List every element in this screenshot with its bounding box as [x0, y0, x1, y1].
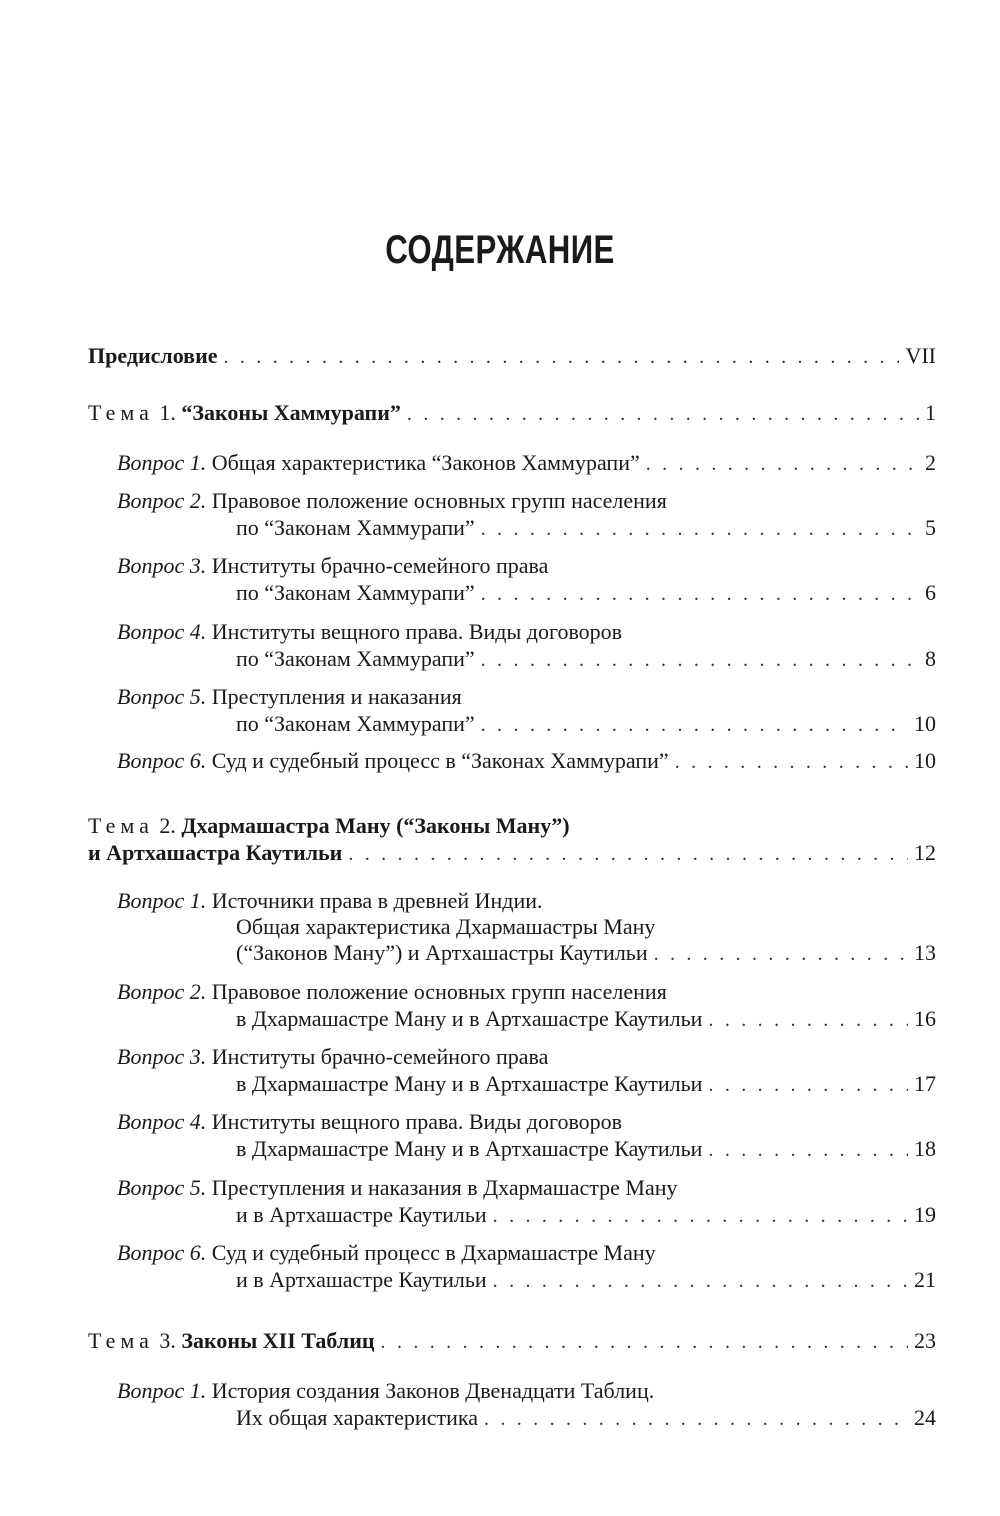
- question-text: по “Законам Хаммурапи”: [236, 711, 475, 736]
- question-label: Вопрос 6.: [117, 1240, 207, 1265]
- toc-entry-topic-1-q3-line1: [117, 553, 548, 579]
- topic-number: 3.: [159, 1328, 176, 1353]
- leader-dots: [481, 581, 919, 607]
- question-label: Вопрос 2.: [117, 979, 207, 1004]
- leader-dots: [654, 941, 908, 967]
- page-number: 5: [925, 515, 936, 540]
- toc-entry-topic-2-q4-line1: [117, 1109, 622, 1135]
- page-number: 19: [914, 1202, 936, 1227]
- toc-entry-topic-3-q1[interactable]: [236, 1405, 936, 1432]
- page-number: 1: [925, 400, 936, 425]
- question-label: Вопрос 3.: [117, 1044, 207, 1069]
- question-text: Их общая характеристика: [236, 1405, 478, 1430]
- page-number: 24: [914, 1405, 936, 1430]
- page-number: 10: [914, 748, 936, 773]
- topic-title: Дхармашастра Ману (“Законы Ману”): [181, 813, 570, 838]
- question-text: в Дхармашастре Ману и в Артхашастре Каутильи: [236, 1136, 703, 1161]
- toc-entry-topic-2[interactable]: [88, 840, 936, 867]
- leader-dots: [484, 1406, 908, 1432]
- page-number: 10: [914, 711, 936, 736]
- question-text: (“Законов Ману”) и Артхашастры Каутильи: [236, 940, 648, 965]
- question-text: и в Артхашастре Каутильи: [236, 1267, 487, 1292]
- toc-entry-topic-1-q4-line1: [117, 619, 622, 645]
- toc-entry-topic-2-q5[interactable]: [236, 1202, 936, 1229]
- leader-dots: [481, 516, 919, 542]
- leader-dots: [481, 712, 908, 738]
- page-number: 21: [914, 1267, 936, 1292]
- question-label: Вопрос 1.: [117, 1378, 207, 1403]
- page-number: 17: [914, 1071, 936, 1096]
- toc-entry-topic-1-q1[interactable]: [117, 450, 936, 477]
- toc-entry-topic-2-q3-line1: [117, 1044, 548, 1070]
- topic-title: и Артхашастра Каутильи: [88, 840, 343, 865]
- question-text: и в Артхашастре Каутильи: [236, 1202, 487, 1227]
- toc-entry-topic-2-q3[interactable]: [236, 1071, 936, 1098]
- question-text: по “Законам Хаммурапи”: [236, 515, 475, 540]
- question-text: Правовое положение основных групп населения: [211, 979, 667, 1004]
- question-text: в Дхармашастре Ману и в Артхашастре Каутильи: [236, 1006, 703, 1031]
- page-number: 12: [914, 840, 936, 865]
- toc-entry-topic-1-q3[interactable]: [236, 580, 936, 607]
- leader-dots: [675, 749, 908, 775]
- question-label: Вопрос 1.: [117, 888, 207, 913]
- question-label: Вопрос 3.: [117, 553, 207, 578]
- leader-dots: [224, 344, 900, 370]
- question-text: Общая характеристика Дхармашастры Ману: [236, 914, 656, 939]
- page-title: СОДЕРЖАНИЕ: [385, 228, 615, 272]
- toc-entry-topic-2-q1-line1: [117, 888, 543, 914]
- question-label: Вопрос 5.: [117, 684, 207, 709]
- topic-prefix: Тема: [88, 400, 154, 425]
- page-number: VII: [905, 343, 936, 368]
- page-number: 23: [914, 1328, 936, 1353]
- question-text: Институты брачно-семейного права: [211, 1044, 549, 1069]
- leader-dots: [708, 1007, 908, 1033]
- leader-dots: [493, 1268, 908, 1294]
- question-label: Вопрос 2.: [117, 488, 207, 513]
- question-text: Институты вещного права. Виды договоров: [211, 1109, 623, 1134]
- toc-entry-topic-2-q2[interactable]: [236, 1006, 936, 1033]
- toc-entry-topic-1-q6[interactable]: [117, 748, 936, 775]
- toc-entry-topic-1-q2-line1: [117, 488, 667, 514]
- question-text: по “Законам Хаммурапи”: [236, 646, 475, 671]
- toc-entry-topic-2-q6-line1: [117, 1240, 656, 1266]
- page-number: 2: [925, 450, 936, 475]
- question-text: Суд и судебный процесс в Дхармашастре Ману: [211, 1240, 656, 1265]
- toc-entry-topic-3-q1-line1: [117, 1378, 654, 1404]
- toc-entry-topic-2-q5-line1: [117, 1175, 678, 1201]
- question-text: Источники права в древней Индии.: [211, 888, 543, 913]
- question-label: Вопрос 4.: [117, 619, 207, 644]
- leader-dots: [381, 1329, 908, 1355]
- toc-entry-topic-2-q1-line2: [236, 914, 655, 940]
- page-number: 16: [914, 1006, 936, 1031]
- topic-title: “Законы Хаммурапи”: [181, 400, 401, 425]
- toc-entry-topic-2-line1: [88, 813, 570, 839]
- topic-prefix: Тема: [88, 813, 154, 838]
- toc-entry-topic-2-q2-line1: [117, 979, 667, 1005]
- toc-entry-topic-2-q1[interactable]: [236, 940, 936, 967]
- leader-dots: [407, 401, 919, 427]
- leader-dots: [348, 841, 908, 867]
- topic-number: 2.: [159, 813, 176, 838]
- toc-entry-topic-2-q4[interactable]: [236, 1136, 936, 1163]
- question-text: в Дхармашастре Ману и в Артхашастре Каутильи: [236, 1071, 703, 1096]
- question-text: Правовое положение основных групп населения: [211, 488, 667, 513]
- page-number: 13: [914, 940, 936, 965]
- page-number: 18: [914, 1136, 936, 1161]
- page-number: 6: [925, 580, 936, 605]
- question-text: Общая характеристика “Законов Хаммурапи”: [211, 450, 640, 475]
- leader-dots: [708, 1137, 908, 1163]
- question-text: Суд и судебный процесс в “Законах Хаммурапи”: [211, 748, 669, 773]
- toc-entry-topic-1-q5[interactable]: [236, 711, 936, 738]
- question-text: Преступления и наказания: [211, 684, 462, 709]
- leader-dots: [646, 451, 919, 477]
- question-label: Вопрос 1.: [117, 450, 207, 475]
- page-number: 8: [925, 646, 936, 671]
- topic-number: 1.: [159, 400, 176, 425]
- question-text: по “Законам Хаммурапи”: [236, 580, 475, 605]
- question-text: Преступления и наказания в Дхармашастре Ману: [211, 1175, 678, 1200]
- question-label: Вопрос 6.: [117, 748, 207, 773]
- question-label: Вопрос 5.: [117, 1175, 207, 1200]
- topic-title: Законы XII Таблиц: [181, 1328, 375, 1353]
- topic-prefix: Тема: [88, 1328, 154, 1353]
- question-text: Институты брачно-семейного права: [211, 553, 549, 578]
- leader-dots: [481, 647, 919, 673]
- toc-entry-topic-1[interactable]: [88, 400, 936, 427]
- toc-entry-topic-2-q6[interactable]: [236, 1267, 936, 1294]
- toc-entry-topic-1-q4[interactable]: [236, 646, 936, 673]
- toc-entry-preface[interactable]: [88, 343, 936, 370]
- question-text: История создания Законов Двенадцати Таблиц.: [211, 1378, 655, 1403]
- question-text: Институты вещного права. Виды договоров: [211, 619, 623, 644]
- leader-dots: [493, 1203, 908, 1229]
- toc-entry-topic-1-q2[interactable]: [236, 515, 936, 542]
- toc-entry-topic-1-q5-line1: [117, 684, 462, 710]
- question-label: Вопрос 4.: [117, 1109, 207, 1134]
- leader-dots: [708, 1072, 908, 1098]
- preface-label: Предисловие: [88, 343, 218, 368]
- toc-entry-topic-3[interactable]: [88, 1328, 936, 1355]
